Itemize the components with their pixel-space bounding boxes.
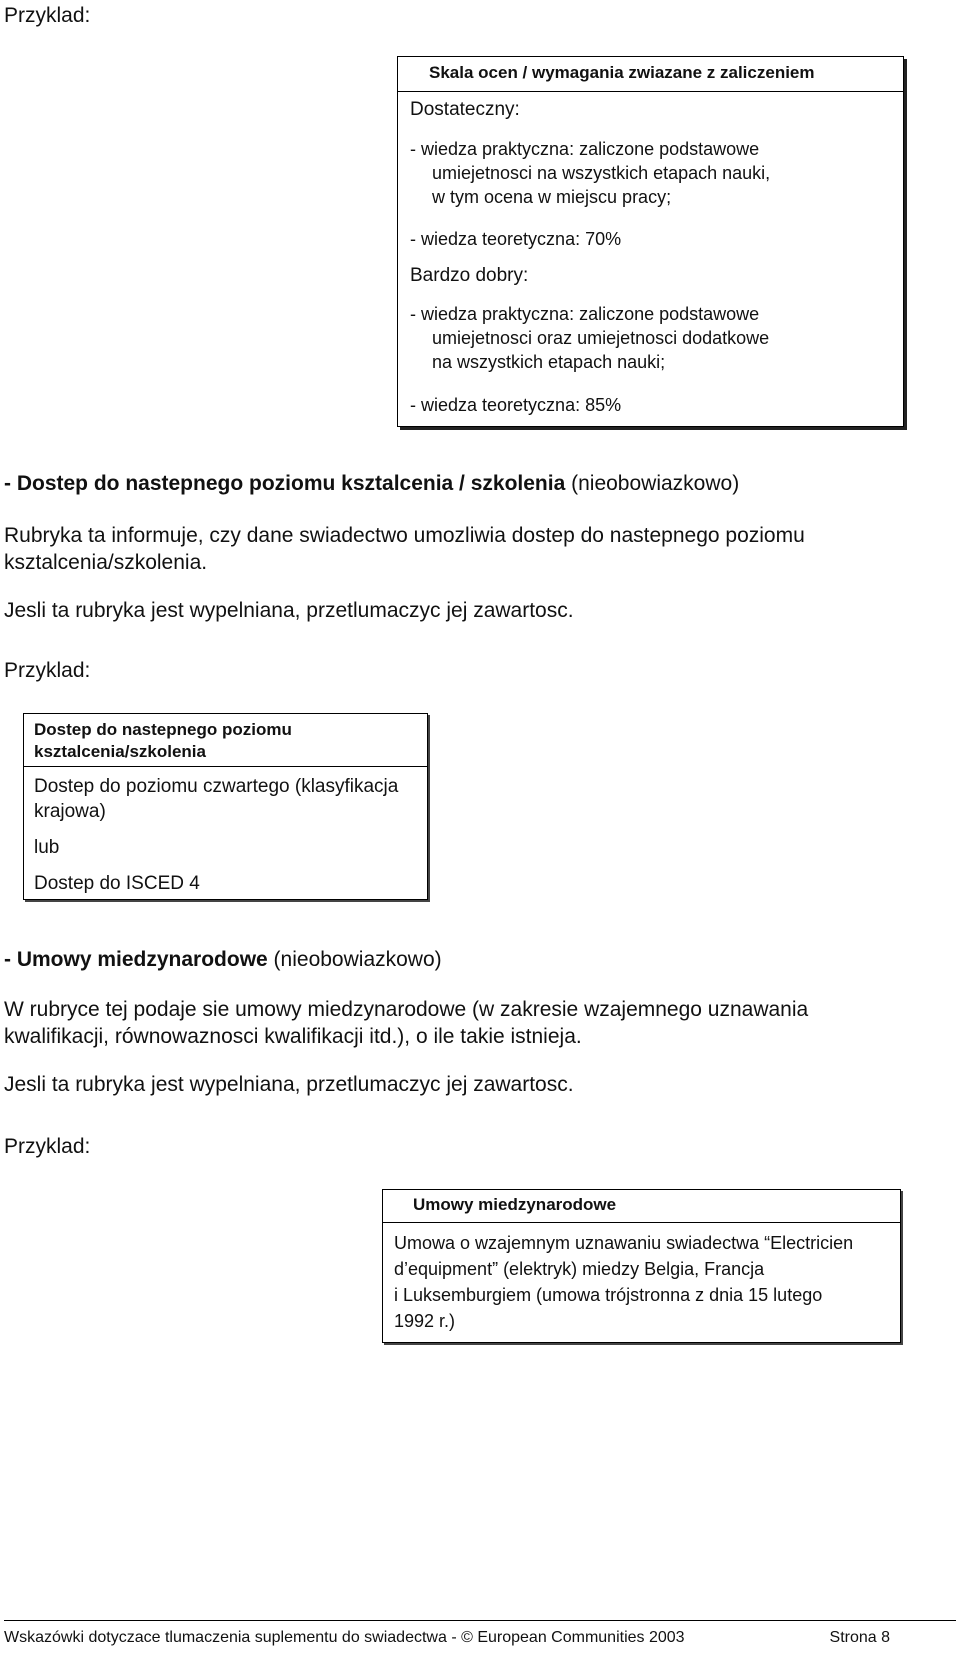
agreements-header-row [383, 1190, 900, 1223]
agreements-box [382, 1189, 901, 1343]
agreements-content [394, 1230, 853, 1334]
next-level-or: lub [34, 837, 60, 858]
section-heading-bold: - Umowy miedzynarodowe [4, 948, 268, 971]
section-instruction: Jesli ta rubryka jest wypelniana, przetlumaczyc jej zawartosc. [4, 599, 574, 622]
requirement-line: - wiedza praktyczna: zaliczone podstawowe [410, 304, 760, 324]
requirement-practical-2 [410, 302, 769, 374]
requirement-line: umiejetnosci oraz umiejetnosci dodatkowe [432, 328, 770, 348]
requirement-theory-2: - wiedza teoretyczna: 85% [410, 395, 622, 415]
footer-rule [4, 1620, 956, 1621]
page-number: Strona 8 [829, 1629, 890, 1646]
section-instruction: Jesli ta rubryka jest wypelniana, przetlumaczyc jej zawartosc. [4, 1073, 574, 1096]
next-level-header-row [24, 714, 427, 767]
agreements-header: Umowy miedzynarodowe [413, 1195, 617, 1214]
access-line: Dostep do poziomu czwartego (klasyfikacja [34, 776, 399, 797]
next-level-box [23, 713, 428, 900]
requirement-line: na wszystkich etapach nauki; [432, 352, 666, 372]
section-heading-optional: (nieobowiazkowo) [565, 472, 740, 495]
agreement-line: d’equipment” (elektryk) miedzy Belgia, Francja [394, 1259, 765, 1279]
grading-scale-box [397, 56, 904, 427]
requirement-line: w tym ocena w miejscu pracy; [432, 187, 672, 207]
requirement-line: umiejetnosci na wszystkich etapach nauki, [432, 163, 771, 183]
requirement-theory-1: - wiedza teoretyczna: 70% [410, 229, 622, 249]
grading-scale-header: Skala ocen / wymagania zwiazane z zaliczeniem [429, 63, 815, 82]
example-label: Przyklad: [4, 659, 91, 682]
header-line: ksztalcenia/szkolenia [34, 742, 206, 761]
paragraph-line: W rubryce tej podaje sie umowy miedzynarodowe (w zakresie wzajemnego uznawania [4, 998, 809, 1021]
header-line: Dostep do nastepnego poziomu [34, 720, 292, 739]
next-level-access [34, 774, 398, 824]
next-level-isced: Dostep do ISCED 4 [34, 873, 200, 894]
section-heading-next-level [4, 470, 739, 497]
grade-bardzo-dobry: Bardzo dobry: [410, 265, 529, 286]
example-label: Przyklad: [4, 1135, 91, 1158]
section-paragraph [4, 996, 808, 1050]
next-level-header [34, 719, 292, 763]
agreement-line: i Luksemburgiem (umowa trójstronna z dnia 15 lutego [394, 1285, 823, 1305]
requirement-practical-1 [410, 137, 770, 209]
example-label-top: Przyklad: [4, 4, 91, 27]
section-paragraph [4, 522, 805, 576]
section-heading-agreements [4, 946, 442, 973]
paragraph-line: kwalifikacji, równowaznosci kwalifikacji itd.), o ile takie istnieja. [4, 1025, 582, 1048]
section-heading-bold: - Dostep do nastepnego poziomu ksztalcenia / szkolenia [4, 472, 566, 495]
requirement-line: - wiedza praktyczna: zaliczone podstawowe [410, 139, 760, 159]
agreement-line: 1992 r.) [394, 1311, 456, 1331]
grading-scale-header-row [398, 57, 903, 92]
paragraph-line: ksztalcenia/szkolenia. [4, 551, 208, 574]
paragraph-line: Rubryka ta informuje, czy dane swiadectwo umozliwia dostep do nastepnego poziomu [4, 524, 805, 547]
access-line: krajowa) [34, 801, 106, 822]
grade-dostateczny: Dostateczny: [410, 99, 520, 120]
section-heading-optional: (nieobowiazkowo) [267, 948, 442, 971]
footer-left: Wskazówki dotyczace tlumaczenia suplementu do swiadectwa - © European Communities 2003 [4, 1629, 685, 1646]
agreement-line: Umowa o wzajemnym uznawaniu swiadectwa “Electricien [394, 1233, 854, 1253]
